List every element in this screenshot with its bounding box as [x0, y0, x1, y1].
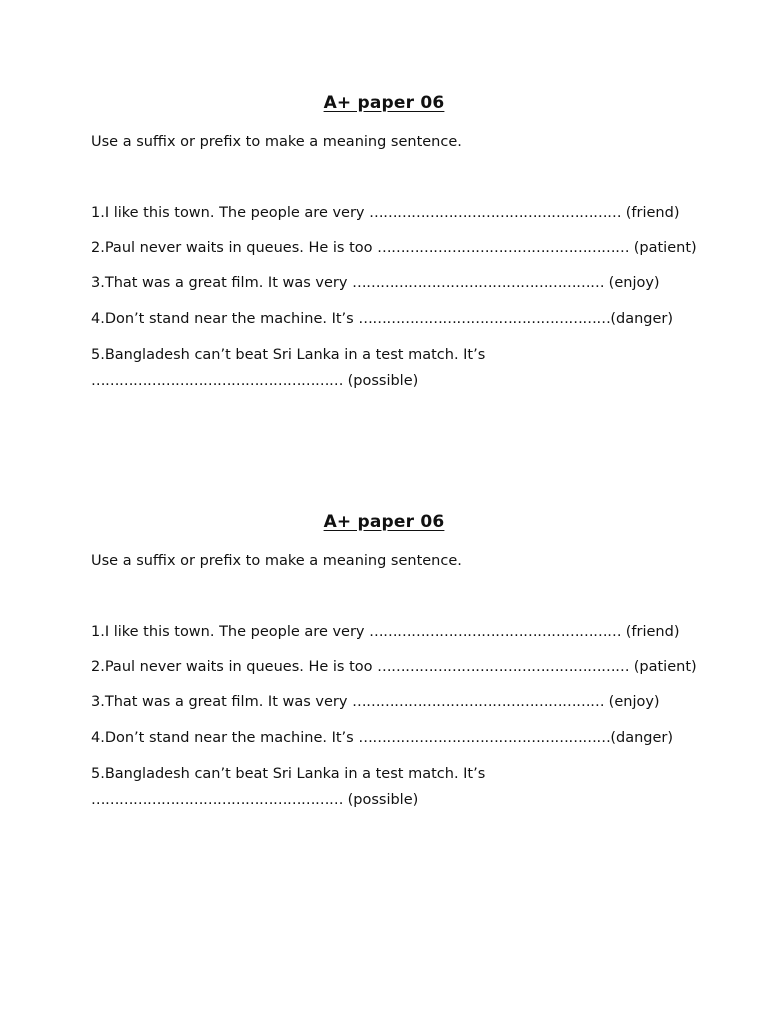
answer-blank: ……………………………………………… — [352, 694, 605, 710]
question-text: 1.I like this town. The people are very — [91, 205, 365, 221]
answer-blank: ……………………………………………… — [91, 373, 343, 389]
question-5-answer-line — [91, 792, 418, 808]
question-hint: (enjoy) — [608, 275, 660, 291]
question-hint: (patient) — [633, 240, 697, 256]
question-text: 3.That was a great film. It was very — [91, 275, 348, 291]
instruction-text: Use a suffix or prefix to make a meaning sentence. — [91, 134, 462, 150]
question-3 — [91, 694, 660, 710]
question-hint: (friend) — [625, 624, 680, 640]
answer-blank: ……………………………………………… — [91, 792, 343, 808]
question-1 — [91, 624, 679, 640]
worksheet-title: A+ paper 06 — [323, 512, 445, 532]
question-1 — [91, 205, 679, 221]
answer-blank: ……………………………………………… — [369, 624, 622, 640]
question-text: 2.Paul never waits in queues. He is too — [91, 240, 373, 256]
question-text: 5.Bangladesh can’t beat Sri Lanka in a test match. It’s — [91, 766, 486, 782]
question-hint: (patient) — [633, 659, 697, 675]
answer-blank: ……………………………………………… — [377, 659, 630, 675]
instruction-text: Use a suffix or prefix to make a meaning sentence. — [91, 553, 462, 569]
answer-blank: ……………………………………………… — [352, 275, 605, 291]
question-2 — [91, 659, 697, 675]
question-4 — [91, 730, 673, 746]
answer-blank: ……………………………………………… — [369, 205, 622, 221]
question-text: 3.That was a great film. It was very — [91, 694, 348, 710]
question-text: 1.I like this town. The people are very — [91, 624, 365, 640]
question-5-text-line — [91, 766, 485, 782]
worksheet-title: A+ paper 06 — [323, 93, 445, 113]
question-hint: (danger) — [610, 311, 674, 327]
answer-blank: ……………………………………………… — [358, 730, 611, 746]
question-hint: (danger) — [610, 730, 674, 746]
question-text: 4.Don’t stand near the machine. It’s — [91, 730, 354, 746]
answer-blank: ……………………………………………… — [377, 240, 630, 256]
question-hint: (possible) — [347, 792, 419, 808]
answer-blank: ……………………………………………… — [358, 311, 611, 327]
worksheet-1 — [0, 93, 768, 433]
question-hint: (friend) — [625, 205, 680, 221]
question-3 — [91, 275, 660, 291]
question-hint: (enjoy) — [608, 694, 660, 710]
question-hint: (possible) — [347, 373, 419, 389]
worksheet-2 — [0, 512, 768, 852]
question-text: 2.Paul never waits in queues. He is too — [91, 659, 373, 675]
question-5-text-line — [91, 347, 485, 363]
question-4 — [91, 311, 673, 327]
question-5-answer-line — [91, 373, 418, 389]
question-text: 4.Don’t stand near the machine. It’s — [91, 311, 354, 327]
question-text: 5.Bangladesh can’t beat Sri Lanka in a test match. It’s — [91, 347, 486, 363]
question-2 — [91, 240, 697, 256]
